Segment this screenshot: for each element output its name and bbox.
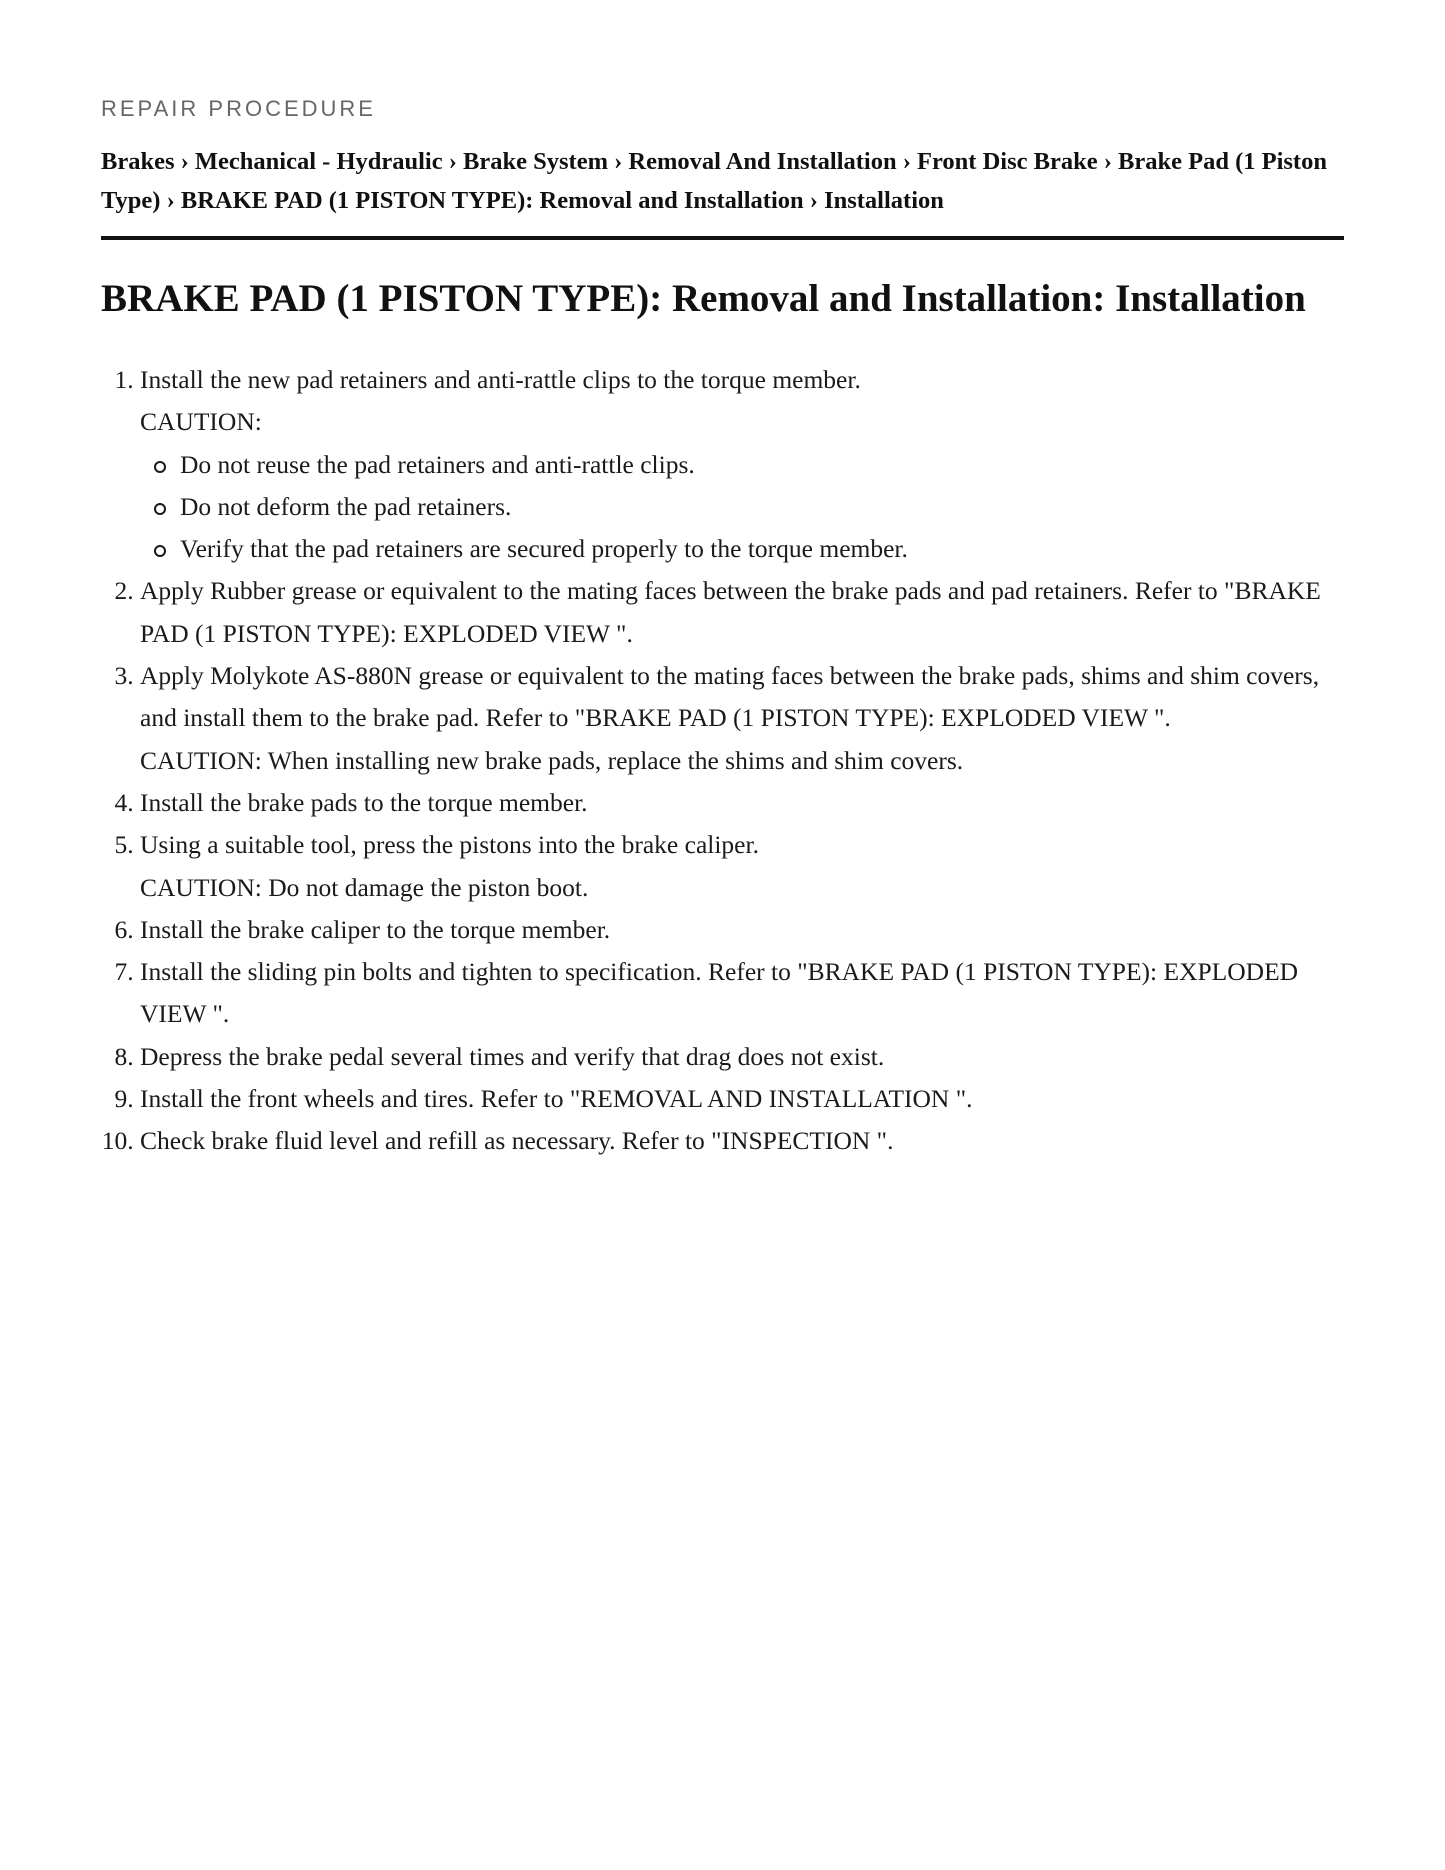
breadcrumb-separator: › bbox=[614, 148, 629, 175]
caution-note: CAUTION: Do not damage the piston boot. bbox=[140, 872, 589, 902]
step-text: Install the sliding pin bolts and tighten to specification. Refer to "BRAKE PAD (1 PISTON TYPE): EXPLODED VIEW ". bbox=[140, 957, 1299, 1029]
caution-bullet: Verify that the pad retainers are secured properly to the torque member. bbox=[180, 528, 1344, 570]
step-text: Install the front wheels and tires. Refer to "REMOVAL AND INSTALLATION ". bbox=[140, 1084, 973, 1114]
step-text: Install the brake pads to the torque member. bbox=[140, 787, 588, 817]
step-text: Install the brake caliper to the torque member. bbox=[140, 914, 611, 944]
step-item bbox=[140, 1120, 1344, 1162]
breadcrumb-item[interactable]: Brake System bbox=[463, 148, 608, 175]
breadcrumb-item[interactable]: Front Disc Brake bbox=[917, 148, 1098, 175]
caution-list bbox=[140, 444, 1344, 571]
step-item bbox=[140, 359, 1344, 570]
step-text: Check brake fluid level and refill as necessary. Refer to "INSPECTION ". bbox=[140, 1126, 894, 1156]
section-kicker: REPAIR PROCEDURE bbox=[101, 96, 376, 121]
breadcrumb-item[interactable]: Removal And Installation bbox=[628, 148, 897, 175]
breadcrumb-item[interactable]: Mechanical - Hydraulic bbox=[194, 148, 443, 175]
breadcrumb-item[interactable]: Brakes bbox=[101, 148, 175, 175]
step-text: Depress the brake pedal several times and verify that drag does not exist. bbox=[140, 1041, 885, 1071]
step-text: Apply Molykote AS-880N grease or equivalent to the mating faces between the brake pads, shims and shim covers, and install them to the brake pad. Refer to "BRAKE PAD (1 PISTON TYPE): EXPLODED VIEW ". bbox=[140, 661, 1320, 733]
step-item bbox=[140, 1036, 1344, 1078]
step-text: Using a suitable tool, press the pistons into the brake caliper. bbox=[140, 830, 759, 860]
breadcrumb bbox=[101, 142, 1344, 240]
step-item bbox=[140, 782, 1344, 824]
caution-bullet: Do not deform the pad retainers. bbox=[180, 486, 1344, 528]
breadcrumb-separator: › bbox=[902, 148, 918, 175]
breadcrumb-separator: › bbox=[180, 148, 195, 175]
breadcrumb-separator: › bbox=[809, 187, 825, 214]
step-text: Install the new pad retainers and anti-rattle clips to the torque member. bbox=[140, 365, 861, 394]
breadcrumb-item[interactable]: Brake Pad (1 Piston Type) bbox=[101, 148, 1327, 214]
step-item bbox=[140, 655, 1344, 782]
breadcrumb-separator: › bbox=[1103, 148, 1119, 175]
caution-note: CAUTION: When installing new brake pads, replace the shims and shim covers. bbox=[140, 745, 964, 775]
procedure-steps bbox=[101, 359, 1344, 1163]
step-item bbox=[140, 570, 1344, 655]
step-text: Apply Rubber grease or equivalent to the mating faces between the brake pads and pad retainers. Refer to "BRAKE PAD (1 PISTON TYPE): EXPLODED VIEW ". bbox=[140, 576, 1321, 648]
breadcrumb-separator: › bbox=[166, 187, 181, 214]
step-item bbox=[140, 951, 1344, 1036]
breadcrumb-separator: › bbox=[448, 148, 464, 175]
breadcrumb-item[interactable]: BRAKE PAD (1 PISTON TYPE): Removal and Installation bbox=[180, 187, 804, 214]
step-item bbox=[140, 824, 1344, 909]
caution-bullet: Do not reuse the pad retainers and anti-rattle clips. bbox=[180, 444, 1344, 486]
breadcrumb-item-current: Installation bbox=[824, 187, 944, 214]
caution-label: CAUTION: bbox=[140, 407, 262, 437]
page-title: BRAKE PAD (1 PISTON TYPE): Removal and Installation: Installation bbox=[101, 277, 1306, 320]
step-item bbox=[140, 909, 1344, 951]
step-item bbox=[140, 1078, 1344, 1120]
